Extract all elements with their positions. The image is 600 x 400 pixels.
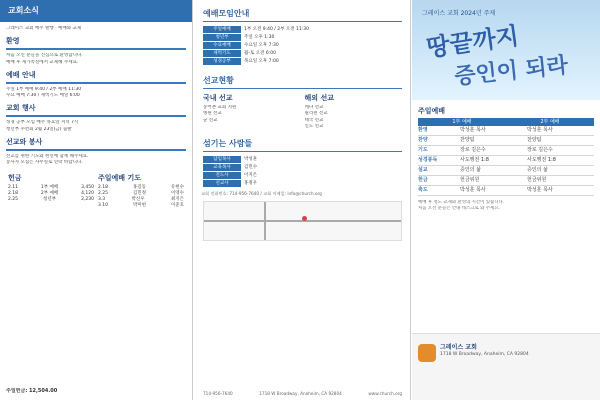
overseas-item-3: 인도 선교 [304, 123, 324, 129]
servants-title: 섬기는 사람들 [203, 139, 253, 149]
left-sec-1-line-1: 수요 예배 7:30 / 새벽기도 매일 6:00 [6, 93, 80, 99]
servants-underline [203, 151, 402, 152]
offering-item-0: 1부 예배 [40, 184, 59, 190]
worship-key-6: 축도 [418, 187, 428, 193]
worship-val1-2: 장로 김은수 [460, 147, 486, 153]
prayer-leader1-2: 박신우 [131, 196, 145, 202]
left-sec-0-bar [6, 48, 186, 50]
footer-web: www.church.org [368, 391, 402, 396]
left-panel [0, 0, 193, 400]
middle-title: 예배모임안내 [203, 9, 250, 18]
left-header [0, 0, 192, 22]
schedule-val-0: 1부 오전 9:40 / 2부 오전 11:30 [244, 27, 309, 32]
footer-phone: 714-956-7640 [203, 391, 233, 396]
left-sec-2-bar [6, 115, 186, 117]
domestic-item-1: 병원 선교 [203, 111, 222, 117]
domestic-list [203, 93, 301, 130]
left-sec-0: 환영 [6, 37, 20, 46]
prayer-date-1: 2.25 [98, 190, 109, 196]
hero-title-2: 증인이 되라 [453, 53, 570, 90]
schedule-key-4: 성경공부 [203, 58, 241, 65]
schedule-val-4: 목요일 오후 7:00 [244, 59, 279, 64]
prayer-leader2-1: 이영수 [170, 190, 184, 196]
contact-line: 교회 전화번호: 714-956-7640 / 교회 이메일: info@church.org [201, 191, 322, 197]
worship-head-0: 1부 예배 [452, 119, 472, 125]
worship-key-5: 헌금 [418, 177, 428, 183]
worship-head-1: 2부 예배 [540, 119, 560, 125]
servant-name-0: 박성훈 [244, 157, 258, 163]
left-tables [8, 173, 184, 209]
worship-val2-5: 헌금위원 [527, 177, 547, 183]
left-title: 교회소식 [8, 6, 39, 15]
prayer-leader1-0: 홍길동 [132, 184, 147, 190]
prayer-leader2-3: 이준호 [170, 202, 184, 208]
schedule-key-0: 주일예배 [203, 26, 241, 33]
offering-date-1: 2.18 [8, 190, 19, 196]
worship-key-4: 설교 [418, 167, 428, 173]
left-sec-0-line-1: 예배 후 새가족실에서 교제해 주세요. [6, 59, 79, 65]
domestic-title: 국내 선교 [203, 94, 233, 102]
worship-val1-6: 박성훈 목사 [460, 187, 486, 193]
worship-val1-4: 증인의 삶 [460, 167, 481, 173]
worship-note-1: 처음 오신 분들은 안내 데스크로 와 주세요. [418, 206, 500, 212]
worship-val1-5: 헌금위원 [460, 177, 480, 183]
worship-row-2 [418, 146, 594, 156]
left-sec-3-bar [6, 149, 186, 151]
hero-tag: 그레이스 교회 2024년 주제 [422, 10, 496, 17]
prayer-table [98, 173, 184, 209]
left-sec-3-line-1: 봉사자 모집은 사무실로 연락 바랍니다. [6, 160, 83, 166]
schedule-val-3: 월-토 오전 6:00 [244, 51, 276, 56]
worship-row-1 [418, 136, 594, 146]
church-card [412, 333, 600, 400]
worship-row-6 [418, 186, 594, 196]
prayer-leader2-0: 유현수 [170, 184, 184, 190]
worship-row-0 [418, 126, 594, 136]
left-subtitle: 그레이스 교회 매주 발행 · 예배와 교제 [6, 26, 82, 31]
left-sec-1: 예배 안내 [6, 70, 36, 79]
middle-footer [203, 391, 402, 396]
church-logo-icon [418, 344, 436, 362]
servant-role-2: 전도사 [203, 172, 241, 179]
offering-date-2: 2.25 [8, 196, 19, 202]
left-sec-2-line-0: 성경 공부 모임 매주 목요일 저녁 7시 [6, 120, 79, 126]
schedule-key-1: 청년부 [203, 34, 241, 41]
middle-title-underline [203, 21, 402, 22]
overseas-item-1: 필리핀 선교 [304, 111, 328, 117]
worship-row-3 [418, 156, 594, 166]
worship-key-3: 성경봉독 [418, 157, 438, 163]
prayer-title: 주일예배 기도 [98, 173, 142, 182]
worship-val1-3: 사도행전 1:8 [460, 157, 489, 163]
hero-banner [412, 0, 600, 100]
right-panel [412, 0, 600, 400]
worship-row-5 [418, 176, 594, 186]
servant-role-3: 선교사 [203, 180, 241, 187]
offering-date-0: 2.11 [8, 184, 19, 190]
left-sec-0-line-0: 처음 오신 분들을 진심으로 환영합니다. [6, 53, 83, 59]
offering-amount-2: 2,230 [81, 196, 94, 202]
prayer-row-3 [98, 203, 184, 209]
servant-name-1: 김민수 [244, 165, 258, 171]
offering-item-1: 2부 예배 [40, 190, 59, 196]
overseas-item-2: 태국 선교 [304, 117, 324, 123]
worship-title: 주일예배 [418, 107, 446, 115]
worship-key-0: 환영 [418, 127, 428, 133]
servants-grid [203, 156, 402, 187]
worship-val2-6: 박성훈 목사 [527, 187, 553, 193]
worship-head [418, 118, 594, 126]
left-sec-1-bar [6, 82, 186, 84]
servant-name-3: 홍정우 [244, 181, 258, 187]
footer-address: 1718 W Broadway, Anaheim, CA 92804 [259, 391, 342, 396]
worship-val2-0: 박성훈 목사 [527, 127, 553, 133]
worship-row-4 [418, 166, 594, 176]
worship-order [418, 106, 594, 213]
offering-total: 주일헌금: 12,504.00 [6, 387, 58, 394]
offering-title: 헌금 [8, 173, 22, 182]
mission-lists [203, 93, 402, 130]
prayer-date-3: 3.10 [98, 202, 109, 208]
domestic-item-2: 군 선교 [203, 117, 218, 123]
location-map [203, 201, 402, 241]
domestic-item-0: 농어촌 교회 지원 [203, 105, 237, 110]
worship-key-1: 찬양 [418, 137, 428, 143]
left-sec-3: 선교와 봉사 [6, 138, 43, 147]
middle-panel [195, 0, 411, 400]
offering-item-2: 청년부 [43, 196, 57, 202]
schedule-key-3: 새벽기도 [203, 50, 241, 57]
worship-key-2: 기도 [418, 147, 428, 153]
overseas-item-0: 케냐 선교 [304, 105, 324, 110]
schedule-key-2: 수요예배 [203, 42, 241, 49]
prayer-date-0: 2.18 [98, 184, 109, 190]
left-sec-3-line-0: 선교를 위한 기도와 헌신에 함께 해주세요. [6, 154, 89, 160]
offering-row-2 [8, 197, 94, 203]
church-address: 1718 W Broadway, Anaheim, CA 92804 [440, 352, 529, 357]
prayer-date-2: 3.3 [98, 196, 106, 202]
prayer-leader1-3: 박미현 [132, 202, 147, 208]
worship-val2-3: 사도행전 1:8 [527, 157, 556, 163]
servant-role-0: 담임목사 [203, 156, 241, 163]
prayer-leader1-1: 김민정 [132, 190, 147, 196]
offering-amount-0: 3,450 [81, 184, 94, 190]
worship-val2-2: 장로 김은수 [527, 147, 553, 153]
worship-val1-1: 찬양팀 [460, 137, 475, 143]
church-name: 그레이스 교회 [440, 344, 477, 351]
servant-name-2: 이지은 [244, 173, 258, 179]
servant-role-1: 교육목사 [203, 164, 241, 171]
offering-amount-1: 4,120 [81, 190, 94, 196]
hero-title-1: 땅끝까지 [424, 21, 521, 63]
status-title: 선교현황 [203, 76, 234, 85]
overseas-list [305, 93, 403, 130]
offering-table [8, 173, 94, 209]
prayer-leader2-2: 최지은 [170, 196, 184, 202]
overseas-title: 해외 선교 [304, 94, 334, 102]
worship-val2-4: 증인의 삶 [527, 167, 548, 173]
schedule-val-1: 주일 오후 1:30 [244, 35, 275, 40]
left-sec-2: 교회 행사 [6, 104, 36, 113]
left-sec-1-line-0: 주일 1부 예배 9:40 / 2부 예배 11:30 [6, 86, 82, 92]
left-sec-2-line-1: 청년부 수련회 2월 23일(금) 출발 [6, 126, 72, 132]
worship-note-0: 예배 후 성도 교제와 환영의 시간이 있습니다. [418, 200, 505, 205]
schedule-val-2: 수요일 오후 7:30 [244, 43, 279, 48]
schedule-grid [203, 26, 402, 65]
worship-val1-0: 박성훈 목사 [460, 127, 486, 133]
status-underline [203, 88, 402, 89]
map-road-vertical [264, 202, 266, 240]
worship-val2-1: 찬양팀 [527, 137, 542, 143]
